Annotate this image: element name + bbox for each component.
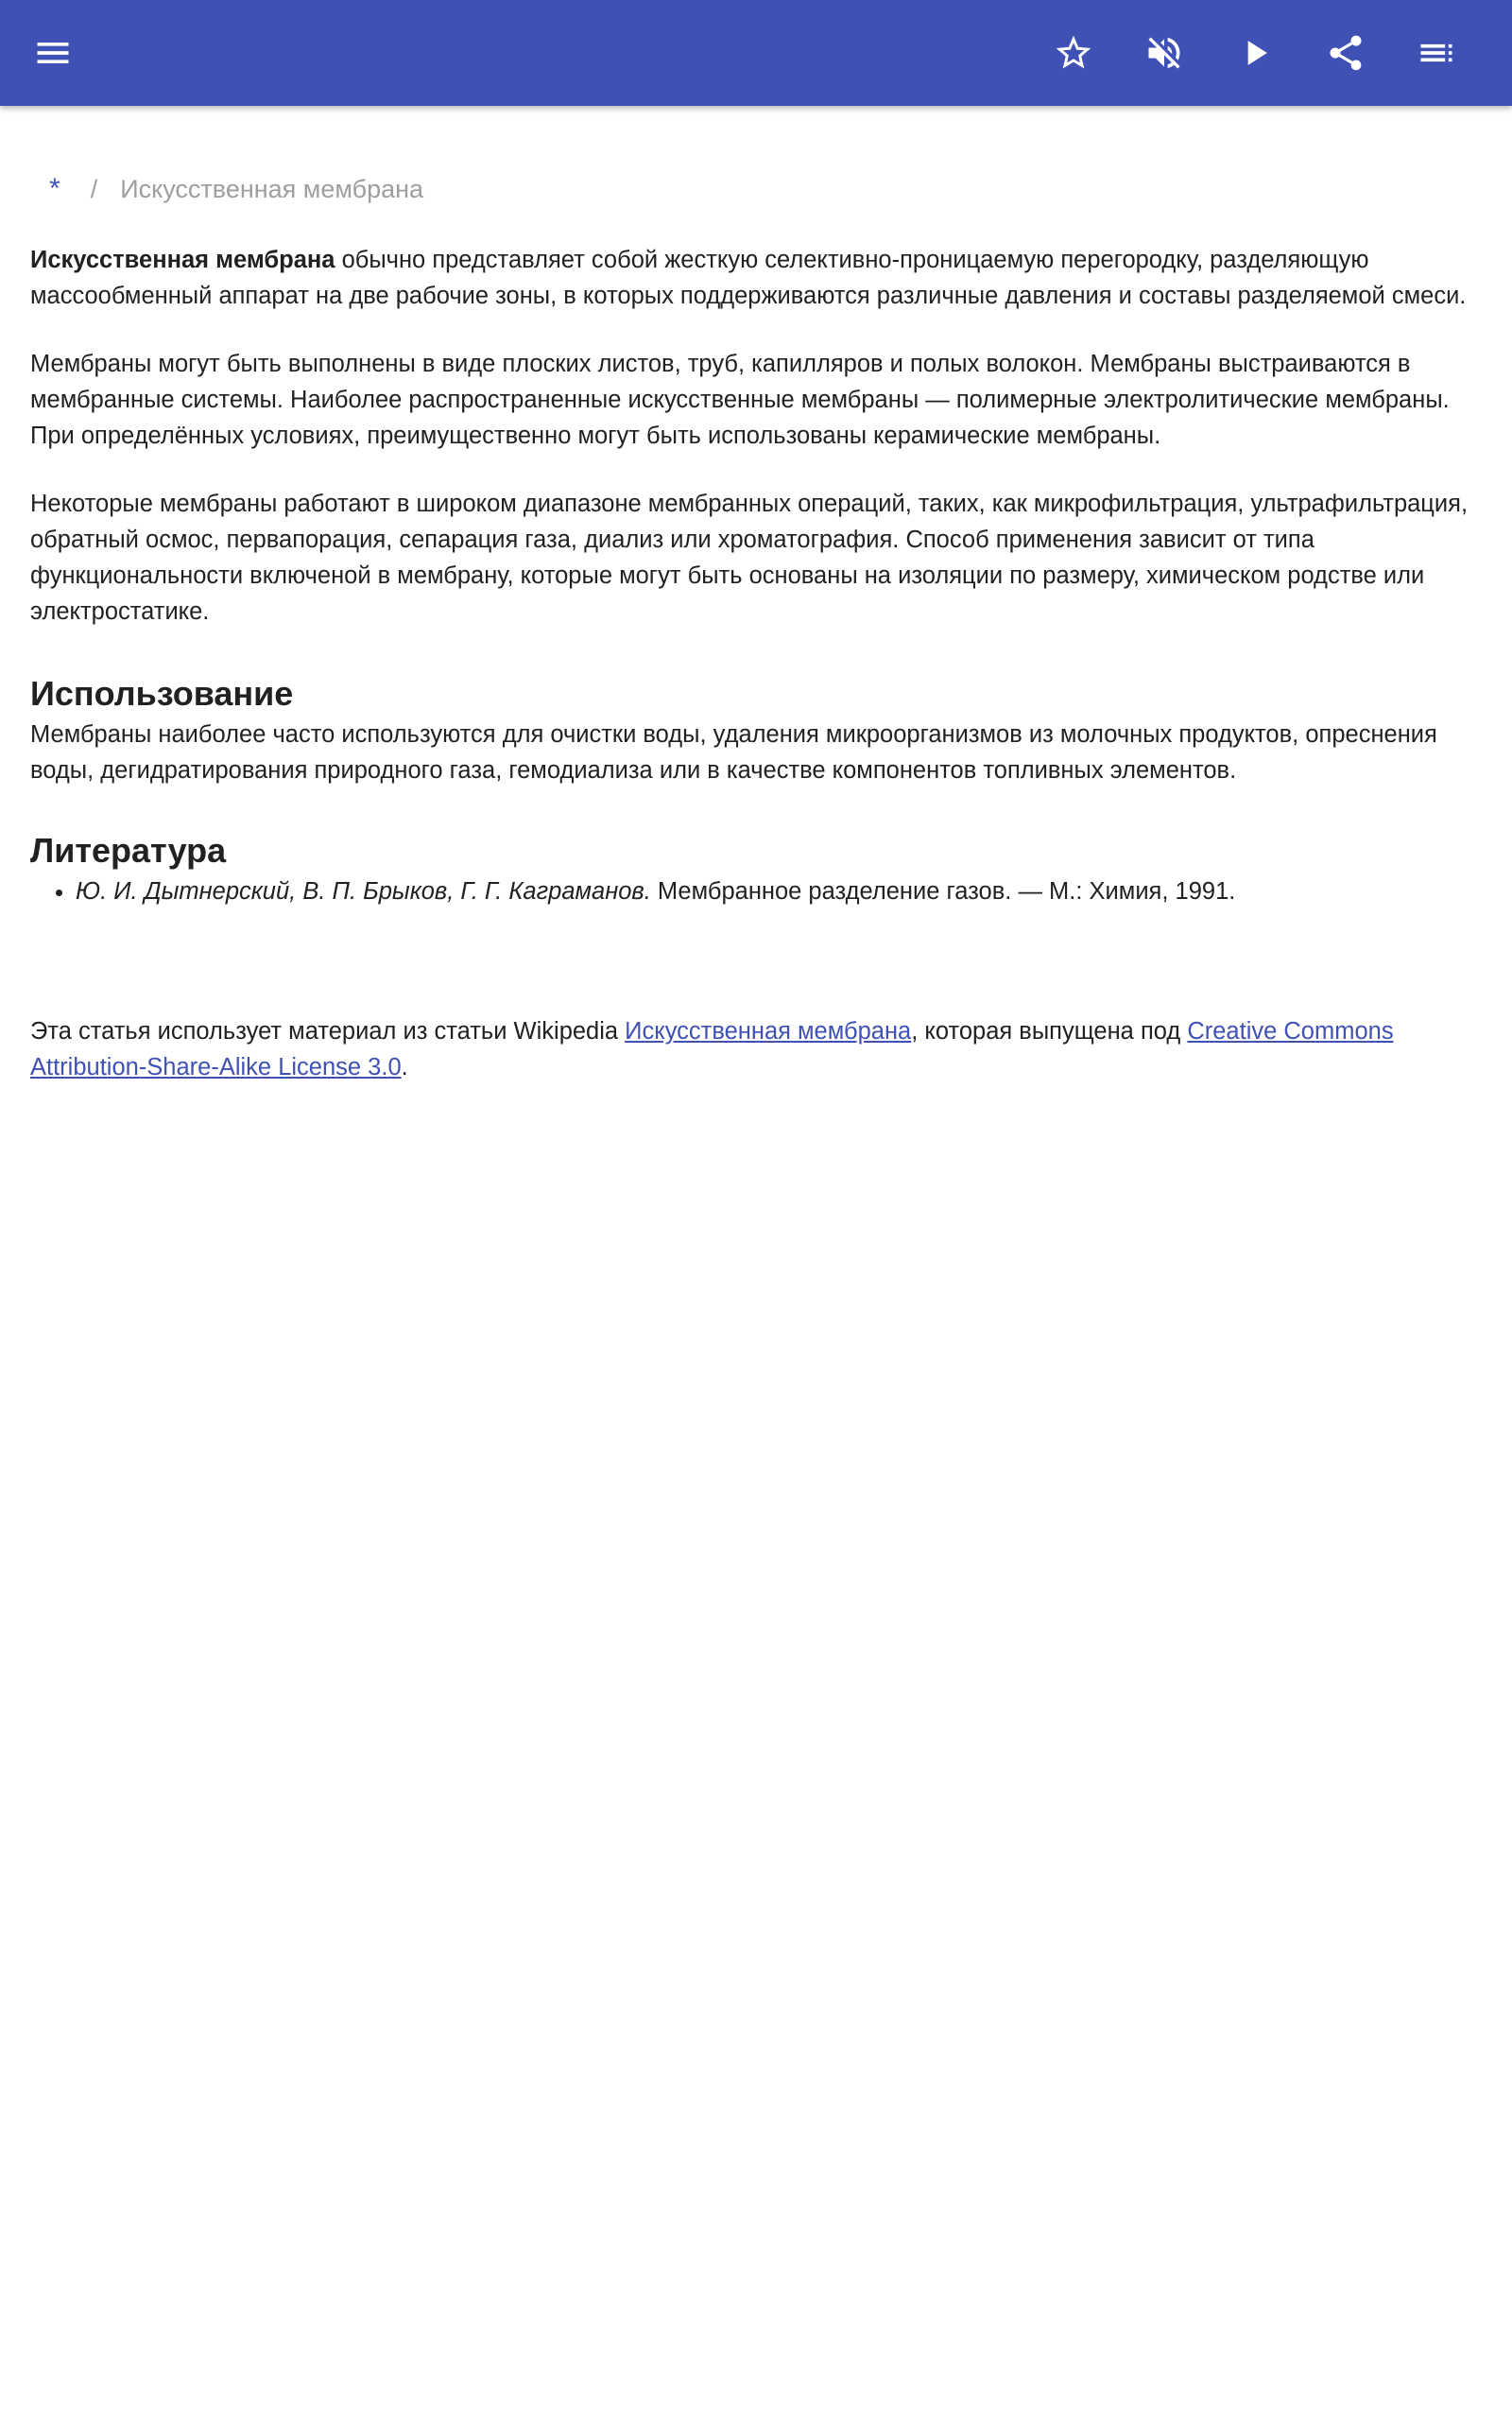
usage-heading: Использование: [30, 674, 294, 713]
usage-paragraph: Мембраны наиболее часто используются для очистки воды, удаления микроорганизмов из молочных продуктов, опреснения воды, дегидратирования природного газа, гемодиализа или в качестве компонентов топливных элементов.: [30, 721, 1437, 784]
paragraph-operations: Некоторые мембраны работают в широком диапазоне мембранных операций, таких, как микрофильтрация, ультрафильтрация, обратный осмос, первапорация, сепарация газа, диализ или хроматография. Способ применения зависит от типа функциональности включеной в мембрану, которые могут быть основаны на изоляции по размеру, химическом родстве или электростатике.: [30, 491, 1469, 625]
mute-button[interactable]: [1138, 26, 1191, 79]
attribution-suffix: .: [401, 1054, 408, 1080]
volume-off-icon: [1143, 32, 1185, 74]
share-button[interactable]: [1319, 26, 1372, 79]
wikipedia-article-link[interactable]: Искусственная мембрана: [625, 1018, 912, 1045]
table-of-contents-button[interactable]: [1410, 26, 1463, 79]
intro-text: обычно представляет собой жесткую селективно-проницаемую перегородку, разделяющую массообменный аппарат на две рабочие зоны, в которых поддерживаются различные давления и составы разделяемой смеси.: [30, 247, 1467, 309]
literature-heading: Литература: [30, 831, 227, 870]
attribution-paragraph: [30, 1013, 1486, 1085]
menu-button[interactable]: [26, 26, 79, 79]
attribution-middle: , которая выпущена под: [911, 1018, 1188, 1045]
breadcrumb-home-link[interactable]: *: [49, 173, 60, 204]
literature-item: [76, 873, 1486, 909]
share-icon: [1325, 32, 1366, 74]
star-outline-icon: [1053, 32, 1094, 74]
favorite-button[interactable]: [1047, 26, 1100, 79]
toc-icon: [1416, 32, 1457, 74]
breadcrumb-separator: /: [90, 174, 98, 203]
app-toolbar: [0, 0, 1512, 106]
breadcrumb-current: Искусственная мембрана: [120, 174, 424, 203]
intro-paragraph: [30, 242, 1486, 314]
article-content: [30, 106, 1486, 1085]
license-link[interactable]: Creative Commons Attribution-Share-Alike License 3.0: [30, 1018, 1394, 1080]
attribution-prefix: Эта статья использует материал из статьи Wikipedia: [30, 1018, 626, 1045]
play-button[interactable]: [1228, 26, 1281, 79]
literature-list: [30, 873, 1486, 909]
intro-term: Искусственная мембрана: [30, 247, 335, 273]
breadcrumb: [49, 170, 1486, 208]
menu-icon: [32, 32, 74, 74]
play-icon: [1234, 32, 1276, 74]
paragraph-forms: Мембраны могут быть выполнены в виде плоских листов, труб, капилляров и полых волокон. Мембраны выстраиваются в мембранные системы. Наиболее распространенные искусственные мембраны — полимерные электролитические мембраны. При определённых условиях, преимущественно могут быть использованы керамические мембраны.: [30, 351, 1450, 449]
literature-title: Мембранное разделение газов. — М.: Химия, 1991.: [650, 878, 1236, 905]
literature-authors: Ю. И. Дытнерский, В. П. Брыков, Г. Г. Каграманов.: [76, 878, 651, 905]
